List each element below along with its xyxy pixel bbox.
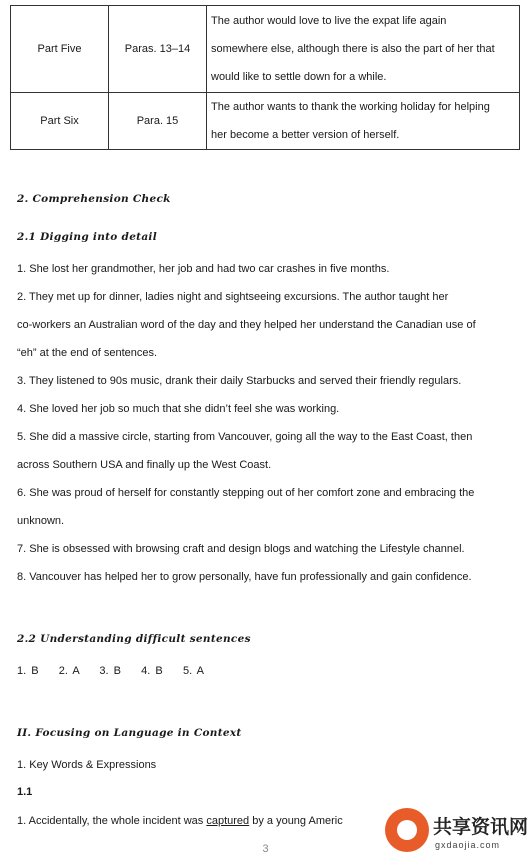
item-heading: 1.1 xyxy=(17,786,33,798)
answer-line: 2. They met up for dinner, ladies night and sightseeing excursions. The author taught her xyxy=(17,291,449,303)
paras-cell: Para. 15 xyxy=(109,93,207,150)
multiple-choice-answers: 1. B 2. A 3. B 4. B 5. A xyxy=(17,665,204,677)
table-row xyxy=(11,93,520,150)
sentence-text: by a young Americ xyxy=(249,815,343,827)
table-row xyxy=(11,6,520,93)
answer-line: 7. She is obsessed with browsing craft and design blogs and watching the Lifestyle channel. xyxy=(17,543,465,555)
logo-url: gxdaojia.com xyxy=(435,840,501,850)
logo-icon xyxy=(385,808,429,852)
summary-table xyxy=(10,5,520,150)
subsection-heading-detail: 2.1 Digging into detail xyxy=(17,231,158,243)
paras-cell: Paras. 13–14 xyxy=(109,6,207,93)
section-heading-comprehension: 2. Comprehension Check xyxy=(17,193,171,205)
description-line: somewhere else, although there is also the part of her that xyxy=(211,43,495,55)
description-cell xyxy=(207,93,520,150)
part-cell: Part Six xyxy=(11,93,109,150)
sentence-text: 1. Accidentally, the whole incident was xyxy=(17,815,207,827)
section-heading-language: II. Focusing on Language in Context xyxy=(17,727,242,739)
watermark-logo xyxy=(383,804,531,861)
answer-line: 4. She loved her job so much that she didn’t feel she was working. xyxy=(17,403,340,415)
answer-line: “eh” at the end of sentences. xyxy=(17,347,158,359)
page-number: 3 xyxy=(262,843,269,855)
subsection-heading-difficult-sentences: 2.2 Understanding difficult sentences xyxy=(17,633,251,645)
underlined-word: captured xyxy=(206,815,250,827)
answer-line: 8. Vancouver has helped her to grow personally, have fun professionally and gain confidence. xyxy=(17,571,472,583)
answer-line: 1. She lost her grandmother, her job and had two car crashes in five months. xyxy=(17,263,390,275)
description-line: The author would love to live the expat life again xyxy=(211,15,447,27)
answer-line: 3. They listened to 90s music, drank their daily Starbucks and served their friendly regulars. xyxy=(17,375,462,387)
exercise-sentence xyxy=(17,815,343,827)
answer-line: co-workers an Australian word of the day and they helped her understand the Canadian use of xyxy=(17,319,476,331)
description-line: would like to settle down for a while. xyxy=(211,71,387,83)
description-line: her become a better version of herself. xyxy=(211,129,400,141)
answer-line: unknown. xyxy=(17,515,65,527)
answer-line: 6. She was proud of herself for constantly stepping out of her comfort zone and embracing the xyxy=(17,487,475,499)
logo-name: 共享资讯网 xyxy=(433,816,529,838)
answer-line: 5. She did a massive circle, starting from Vancouver, going all the way to the East Coast, then xyxy=(17,431,473,443)
subsection-heading-key-words: 1. Key Words & Expressions xyxy=(17,759,157,771)
description-line: The author wants to thank the working holiday for helping xyxy=(211,101,490,113)
answer-line: across Southern USA and finally up the West Coast. xyxy=(17,459,272,471)
part-cell: Part Five xyxy=(11,6,109,93)
description-cell xyxy=(207,6,520,93)
